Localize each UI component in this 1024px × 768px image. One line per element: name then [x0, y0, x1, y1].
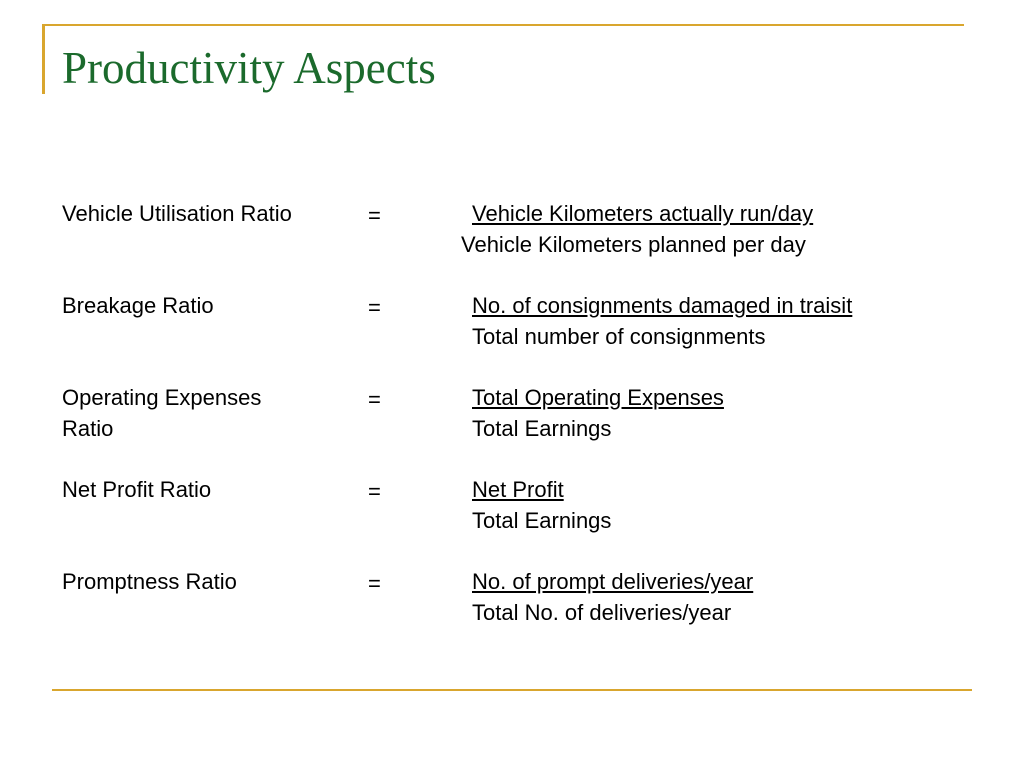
left-accent-line: [42, 24, 45, 94]
ratio-numerator: No. of consignments damaged in traisit: [472, 293, 853, 318]
slide-title: Productivity Aspects: [62, 43, 436, 93]
ratio-denominator: Total Earnings: [472, 416, 612, 441]
equals-sign: =: [368, 571, 381, 596]
ratio-label: Breakage Ratio: [62, 293, 214, 318]
ratio-label: Net Profit Ratio: [62, 477, 212, 502]
ratio-numerator: Net Profit: [472, 477, 564, 502]
ratio-denominator: Vehicle Kilometers planned per day: [461, 232, 806, 257]
ratio-numerator: Total Operating Expenses: [472, 385, 724, 410]
top-accent-line: [42, 24, 964, 26]
ratio-denominator: Total No. of deliveries/year: [472, 600, 732, 625]
ratio-label-line2: Ratio: [62, 416, 114, 441]
bottom-accent-line: [52, 689, 972, 691]
ratio-numerator: No. of prompt deliveries/year: [472, 569, 754, 594]
ratio-label: Vehicle Utilisation Ratio: [62, 201, 292, 226]
equals-sign: =: [368, 295, 381, 320]
ratio-denominator: Total Earnings: [472, 508, 612, 533]
equals-sign: =: [368, 203, 381, 228]
ratio-denominator: Total number of consignments: [472, 324, 766, 349]
ratio-label-line1: Operating Expenses: [62, 385, 262, 410]
equals-sign: =: [368, 387, 381, 412]
ratio-numerator: Vehicle Kilometers actually run/day: [472, 201, 814, 226]
equals-sign: =: [368, 479, 381, 504]
ratio-label: Promptness Ratio: [62, 569, 237, 594]
